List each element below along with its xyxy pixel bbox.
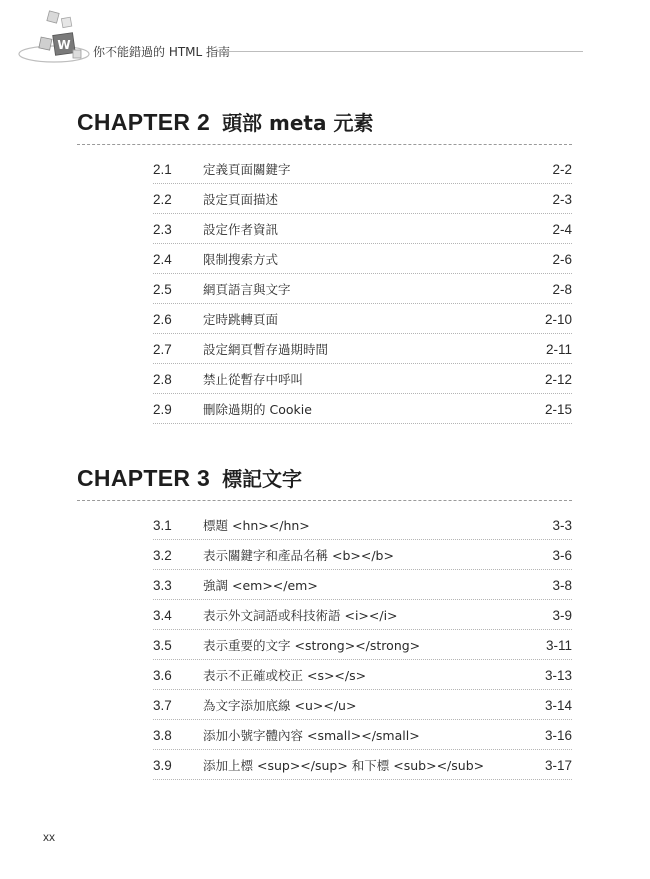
toc-entry[interactable] (153, 154, 572, 184)
section-number: 3.7 (153, 697, 172, 713)
page-ref: 3-3 (552, 517, 572, 533)
section-number: 3.1 (153, 517, 172, 533)
page-ref: 2-4 (552, 221, 572, 237)
section-number: 3.2 (153, 547, 172, 563)
toc-entry[interactable] (153, 630, 572, 660)
section-title: 強調 <em></em> (203, 578, 318, 593)
section-title: 為文字添加底線 <u></u> (203, 698, 357, 713)
section-title: 添加上標 <sup></sup> 和下標 <sub></sub> (203, 758, 485, 773)
toc-entry[interactable] (153, 244, 572, 274)
chapter-heading (77, 463, 572, 501)
toc-entry[interactable] (153, 394, 572, 424)
toc-entry[interactable] (153, 600, 572, 630)
section-title: 刪除過期的 Cookie (203, 402, 312, 417)
chapter-3 (77, 463, 572, 780)
page-header (18, 10, 583, 70)
section-title: 定時跳轉頁面 (203, 312, 279, 327)
toc-entry[interactable] (153, 570, 572, 600)
page-ref: 2-11 (545, 341, 572, 357)
section-number: 3.4 (153, 607, 172, 623)
section-title: 設定頁面描述 (203, 192, 279, 207)
section-number: 3.6 (153, 667, 172, 683)
toc-entry[interactable] (153, 274, 572, 304)
page-ref: 2-8 (552, 281, 572, 297)
section-title: 禁止從暫存中呼叫 (203, 372, 304, 387)
section-title: 限制搜索方式 (203, 252, 279, 267)
toc-entry[interactable] (153, 750, 572, 780)
section-number: 3.3 (153, 577, 172, 593)
chapter-label: CHAPTER 3 (77, 465, 211, 491)
section-number: 3.8 (153, 727, 172, 743)
chapter-title: 頭部 meta 元素 (222, 111, 374, 135)
section-title: 表示重要的文字 <strong></strong> (203, 638, 421, 653)
page-ref: 2-3 (552, 191, 572, 207)
section-title: 添加小號字體內容 <small></small> (203, 728, 420, 743)
header-divider (216, 51, 583, 52)
toc-entry[interactable] (153, 304, 572, 334)
chapter-title: 標記文字 (222, 467, 303, 491)
section-number: 2.7 (153, 341, 172, 357)
section-title: 表示外文詞語或科技術語 <i></i> (203, 608, 398, 623)
toc-entry[interactable] (153, 334, 572, 364)
section-number: 3.5 (153, 637, 172, 653)
page-ref: 3-6 (552, 547, 572, 563)
book-logo-icon (18, 10, 93, 70)
section-number: 2.4 (153, 251, 172, 267)
toc-entry[interactable] (153, 720, 572, 750)
chapter-label: CHAPTER 2 (77, 109, 211, 135)
toc-entry[interactable] (153, 184, 572, 214)
toc-list (153, 510, 572, 780)
page-ref: 2-15 (544, 401, 572, 417)
section-number: 2.2 (153, 191, 172, 207)
toc-entry[interactable] (153, 540, 572, 570)
section-title: 表示關鍵字和產品名稱 <b></b> (203, 548, 394, 563)
toc-entry[interactable] (153, 660, 572, 690)
section-title: 網頁語言與文字 (203, 282, 291, 297)
toc-entry[interactable] (153, 510, 572, 540)
chapter-2 (77, 107, 572, 424)
section-title: 設定作者資訊 (203, 222, 279, 237)
page-ref: 3-8 (552, 577, 572, 593)
toc-entry[interactable] (153, 364, 572, 394)
page-ref: 3-13 (544, 667, 572, 683)
section-number: 2.9 (153, 401, 172, 417)
section-number: 2.3 (153, 221, 172, 237)
toc-entry[interactable] (153, 214, 572, 244)
page-ref: 3-14 (544, 697, 572, 713)
section-number: 2.6 (153, 311, 172, 327)
page-ref: 2-12 (544, 371, 572, 387)
page-ref: 2-2 (552, 161, 572, 177)
page-number: xx (43, 830, 55, 844)
section-title: 標題 <hn></hn> (203, 518, 310, 533)
section-number: 2.5 (153, 281, 172, 297)
page-ref: 3-17 (544, 757, 572, 773)
section-title: 定義頁面關鍵字 (203, 162, 291, 177)
section-title: 設定網頁暫存過期時間 (203, 342, 329, 357)
section-title: 表示不正確或校正 <s></s> (203, 668, 367, 683)
section-number: 2.1 (153, 161, 172, 177)
section-number: 2.8 (153, 371, 172, 387)
page-ref: 2-10 (544, 311, 572, 327)
toc-entry[interactable] (153, 690, 572, 720)
page-ref: 3-11 (545, 637, 572, 653)
svg-text:W: W (57, 38, 71, 52)
chapter-heading (77, 107, 572, 145)
page-ref: 3-16 (544, 727, 572, 743)
page-ref: 3-9 (552, 607, 572, 623)
toc-list (153, 154, 572, 424)
book-title: 你不能錯過的 HTML 指南 (93, 45, 231, 59)
page-ref: 2-6 (552, 251, 572, 267)
section-number: 3.9 (153, 757, 172, 773)
